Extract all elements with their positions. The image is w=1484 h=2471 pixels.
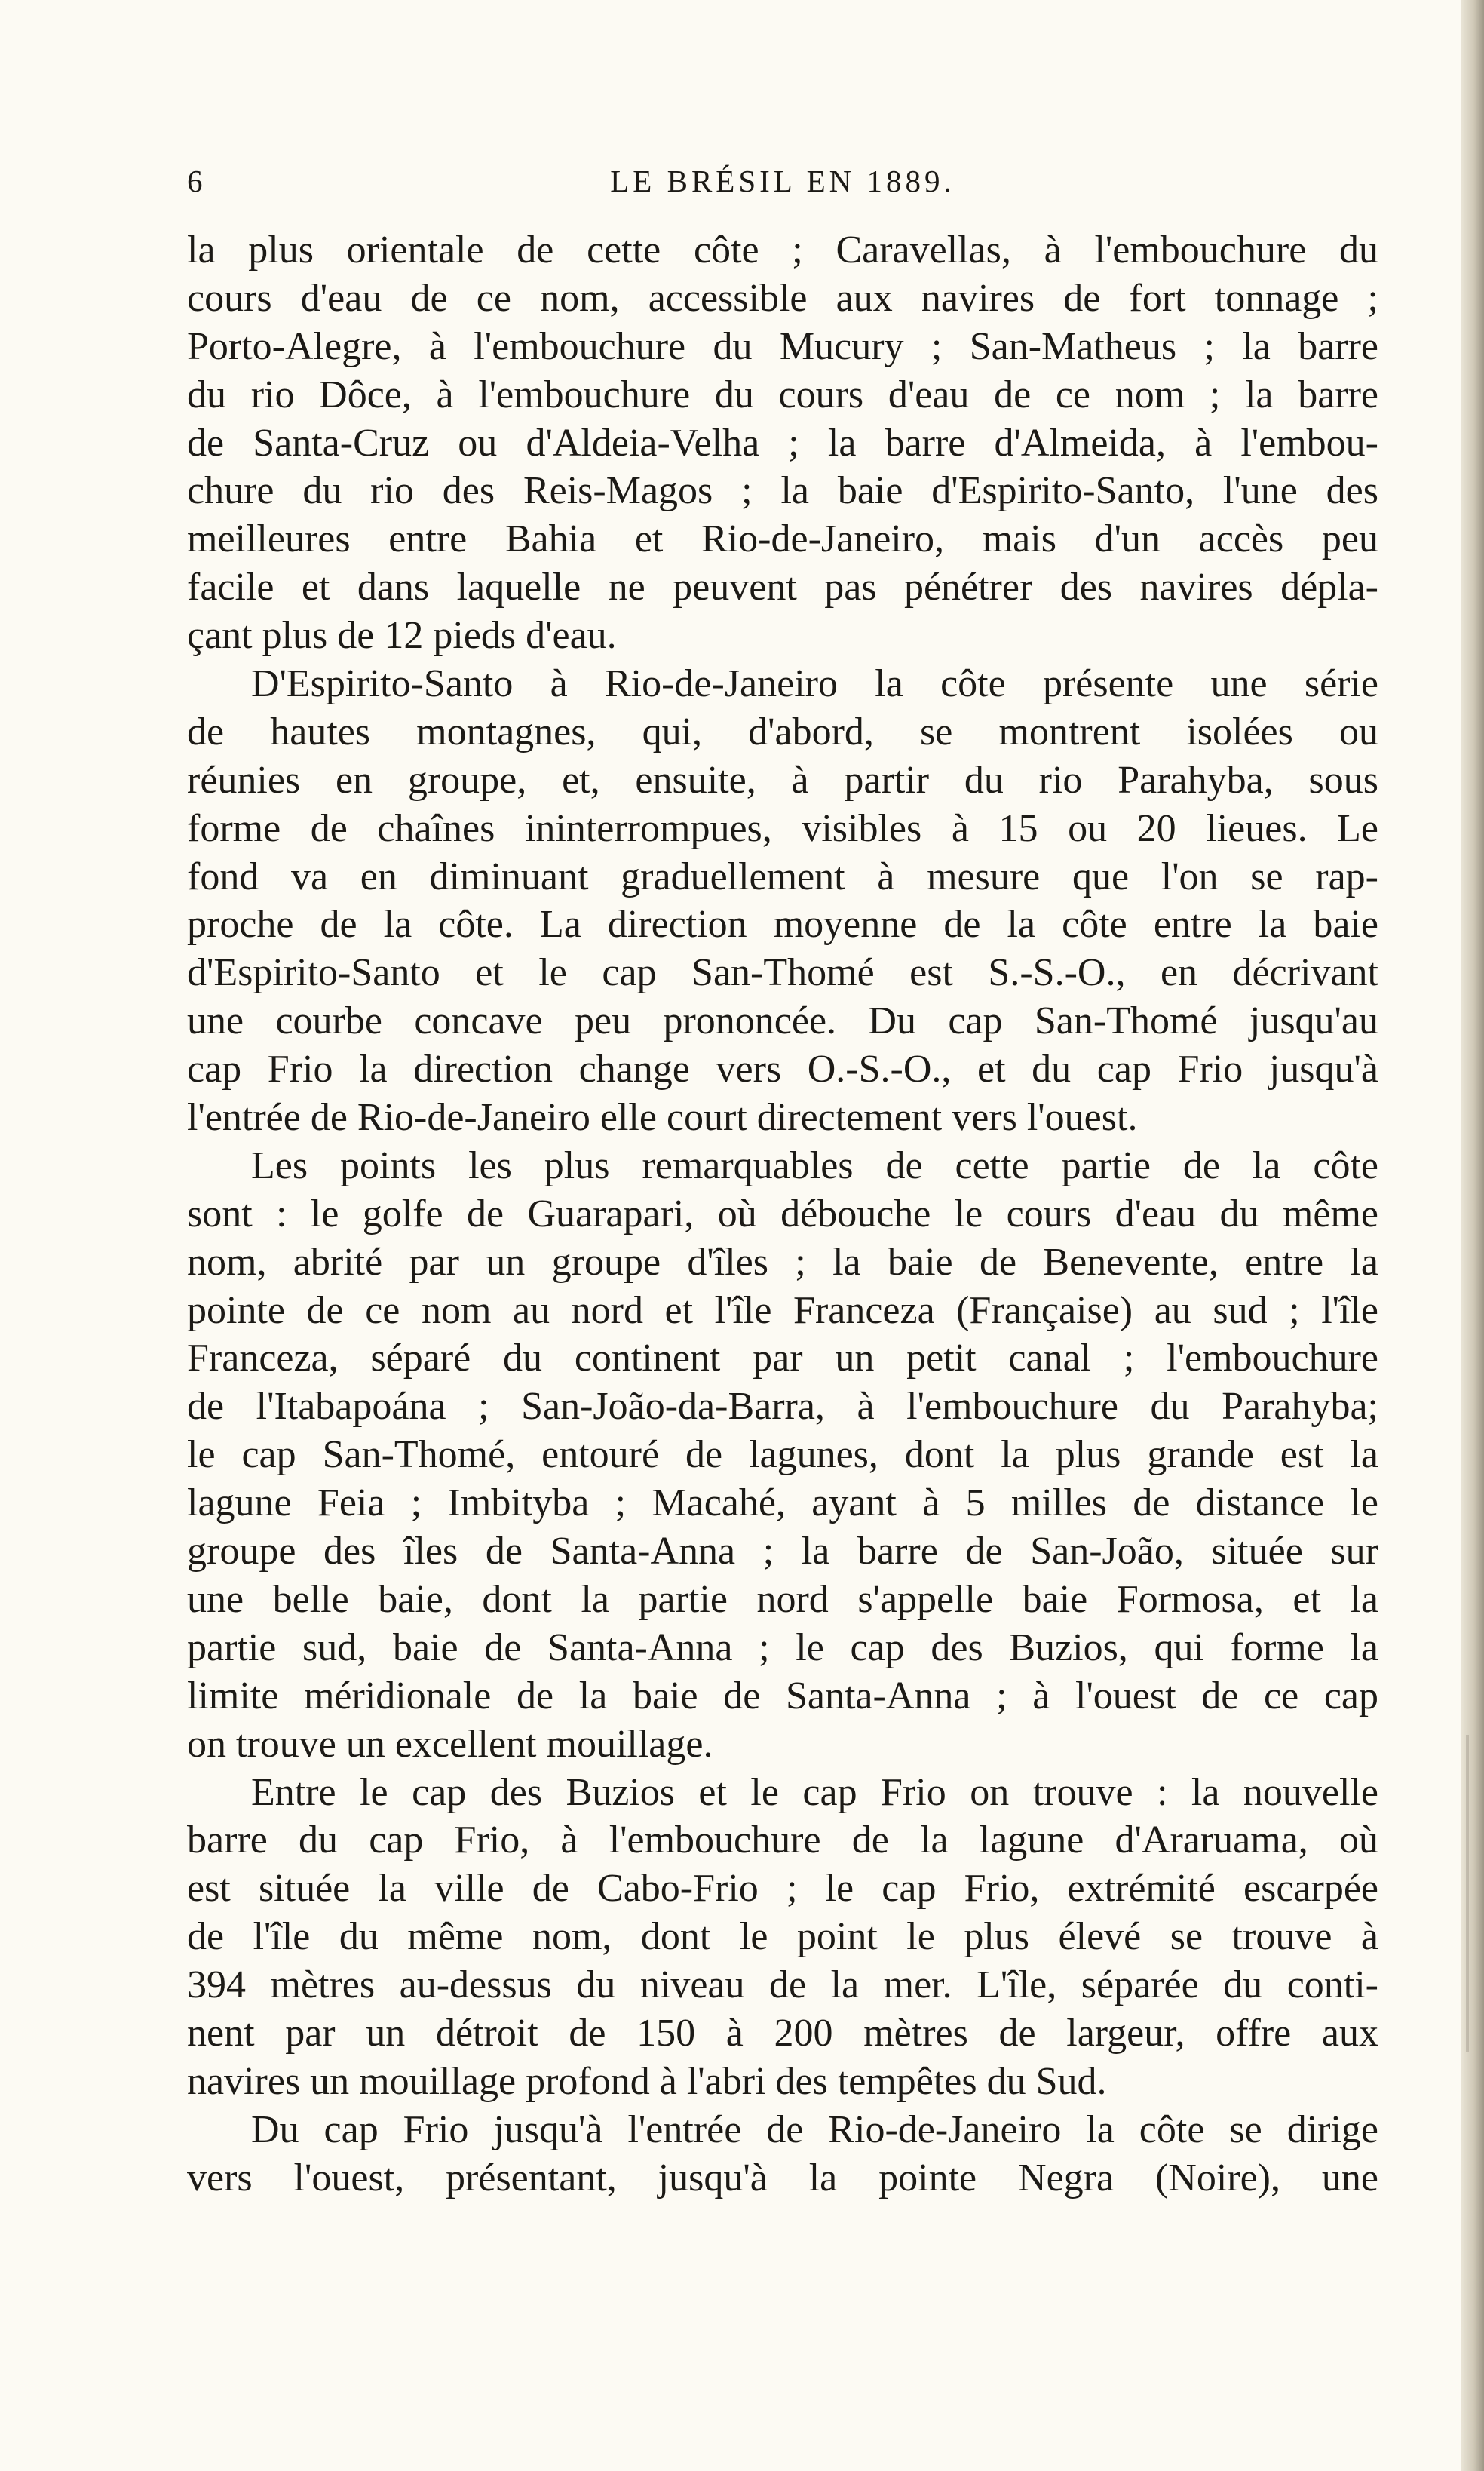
text-line: lagune Feia ; Imbityba ; Macahé, ayant à 5 milles de distance le [187,1481,1378,1525]
text-line: réunies en groupe, et, ensuite, à partir du rio Parahyba, sous [187,758,1378,802]
text-line: nom, abrité par un groupe d'îles ; la baie de Benevente, entre la [187,1240,1378,1284]
text-line: une courbe concave peu prononcée. Du cap San-Thomé jusqu'au [187,999,1378,1043]
text-line: cap Frio la direction change vers O.-S.-O., et du cap Frio jusqu'à [187,1048,1378,1091]
text-line: on trouve un excellent mouillage. [187,1722,713,1766]
text-line: de l'Itabapoána ; San-João-da-Barra, à l'embouchure du Parahyba; [187,1385,1378,1429]
text-line: navires un mouillage profond à l'abri des tempêtes du Sud. [187,2059,1107,2103]
text-line: Porto-Alegre, à l'embouchure du Mucury ; San-Matheus ; la barre [187,324,1378,368]
text-line: sont : le golfe de Guarapari, où débouche le cours d'eau du même [187,1192,1378,1236]
text-line: une belle baie, dont la partie nord s'appelle baie Formosa, et la [187,1577,1378,1621]
running-title [187,160,1378,202]
text-line: de Santa-Cruz ou d'Aldeia-Velha ; la barre d'Almeida, à l'embou- [187,421,1378,465]
text-line: limite méridionale de la baie de Santa-Anna ; à l'ouest de ce cap [187,1674,1378,1717]
text-line: pointe de ce nom au nord et l'île Franceza (Française) au sud ; l'île [187,1288,1378,1332]
text-line: Les points les plus remarquables de cette partie de la côte [251,1143,1378,1187]
text-line: de l'île du même nom, dont le point le plus élevé se trouve à [187,1915,1378,1959]
text-line: Entre le cap des Buzios et le cap Frio on trouve : la nouvelle [251,1770,1378,1814]
text-line: du rio Dôce, à l'embouchure du cours d'eau de ce nom ; la barre [187,373,1378,416]
text-line: est située la ville de Cabo-Frio ; le cap Frio, extrémité escarpée [187,1867,1378,1911]
text-line: Du cap Frio jusqu'à l'entrée de Rio-de-Janeiro la côte se dirige [251,2107,1378,2151]
text-line: nent par un détroit de 150 à 200 mètres de largeur, offre aux [187,2011,1378,2055]
text-line: cours d'eau de ce nom, accessible aux navires de fort tonnage ; [187,276,1378,320]
running-title-text: LE BRÉSIL EN 1889. [610,164,955,198]
text-line: d'Espirito-Santo et le cap San-Thomé est S.-S.-O., en décrivant [187,951,1378,995]
text-line: forme de chaînes ininterrompues, visibles à 15 ou 20 lieues. Le [187,806,1378,850]
text-line: fond va en diminuant graduellement à mesure que l'on se rap- [187,855,1378,898]
text-line: chure du rio des Reis-Magos ; la baie d'Espirito-Santo, l'une des [187,469,1378,513]
text-line: le cap San-Thomé, entouré de lagunes, dont la plus grande est la [187,1433,1378,1477]
running-head [187,160,1378,202]
page-number: 6 [187,164,203,198]
body-text [187,226,1378,2202]
text-line: facile et dans laquelle ne peuvent pas pénétrer des navires dépla- [187,566,1378,609]
text-line: groupe des îles de Santa-Anna ; la barre de San-João, située sur [187,1530,1378,1573]
text-line: vers l'ouest, présentant, jusqu'à la pointe Negra (Noire), une [187,2156,1378,2199]
text-line: la plus orientale de cette côte ; Caravellas, à l'embouchure du [187,229,1378,272]
text-line: Franceza, séparé du continent par un petit canal ; l'embouchure [187,1337,1378,1380]
page-edge-shadow [1461,0,1484,2471]
text-line: partie sud, baie de Santa-Anna ; le cap des Buzios, qui forme la [187,1625,1378,1669]
text-line: D'Espirito-Santo à Rio-de-Janeiro la côte présente une série [251,662,1378,706]
text-line: l'entrée de Rio-de-Janeiro elle court directement vers l'ouest. [187,1096,1138,1140]
text-line: barre du cap Frio, à l'embouchure de la lagune d'Araruama, où [187,1819,1378,1862]
text-line: de hautes montagnes, qui, d'abord, se montrent isolées ou [187,710,1378,754]
text-line: proche de la côte. La direction moyenne de la côte entre la baie [187,903,1378,947]
text-line: meilleures entre Bahia et Rio-de-Janeiro, mais d'un accès peu [187,517,1378,561]
text-line: 394 mètres au-dessus du niveau de la mer. L'île, séparée du conti- [187,1963,1378,2007]
text-line: çant plus de 12 pieds d'eau. [187,614,617,658]
